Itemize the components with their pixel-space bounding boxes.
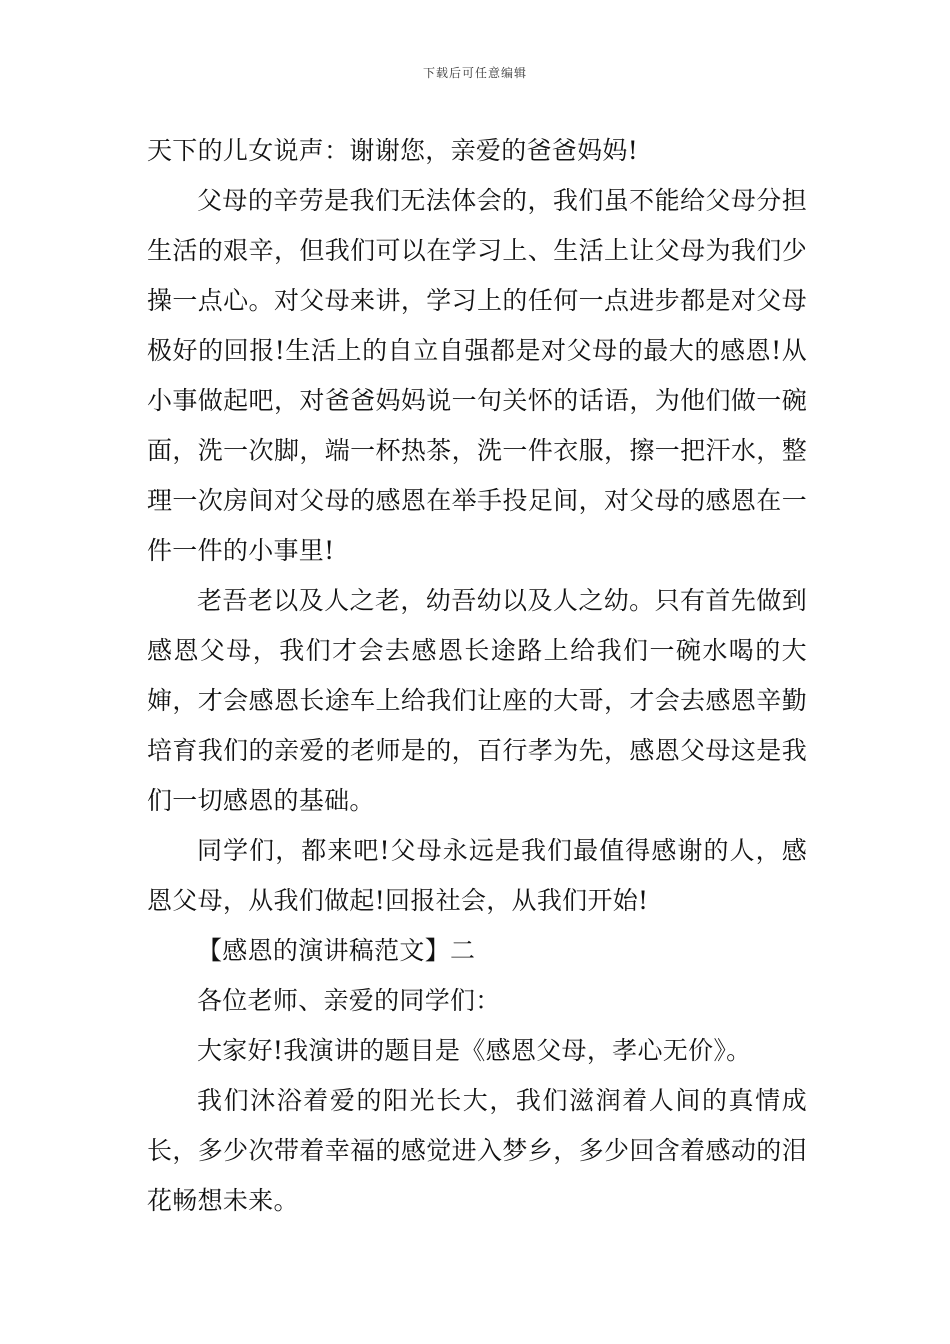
paragraph: 我们沐浴着爱的阳光长大，我们滋润着人间的真情成长，多少次带着幸福的感觉进入梦乡，多少回含着感动的泪花畅想未来。 <box>147 1086 807 1215</box>
paragraph: 天下的儿女说声：谢谢您，亲爱的爸爸妈妈! <box>147 136 639 165</box>
paragraph: 老吾老以及人之老，幼吾幼以及人之幼。只有首先做到感恩父母，我们才会去感恩长途路上给我们一碗水喝的大婶，才会感恩长途车上给我们让座的大哥，才会去感恩辛勤培育我们的亲爱的老师是的，百行孝为先，感恩父母这是我们一切感恩的基础。 <box>147 586 807 815</box>
salutation: 各位老师、亲爱的同学们： <box>197 986 501 1015</box>
paragraph: 大家好!我演讲的题目是《感恩父母，孝心无价》。 <box>197 1036 752 1065</box>
section-heading: 【感恩的演讲稿范文】二 <box>197 936 476 965</box>
paragraph: 同学们，都来吧!父母永远是我们最值得感谢的人，感恩父母，从我们做起!回报社会，从我们开始! <box>147 836 807 915</box>
page-header: 下载后可任意编辑 <box>422 66 527 80</box>
document-body <box>147 126 807 1226</box>
paragraph: 父母的辛劳是我们无法体会的，我们虽不能给父母分担生活的艰辛，但我们可以在学习上、生活上让父母为我们少操一点心。对父母来讲，学习上的任何一点进步都是对父母极好的回报!生活上的自立自强都是对父母的最大的感恩!从小事做起吧，对爸爸妈妈说一句关怀的话语，为他们做一碗面，洗一次脚，端一杯热茶，洗一件衣服，擦一把汗水，整理一次房间对父母的感恩在举手投足间，对父母的感恩在一件一件的小事里! <box>147 186 807 565</box>
